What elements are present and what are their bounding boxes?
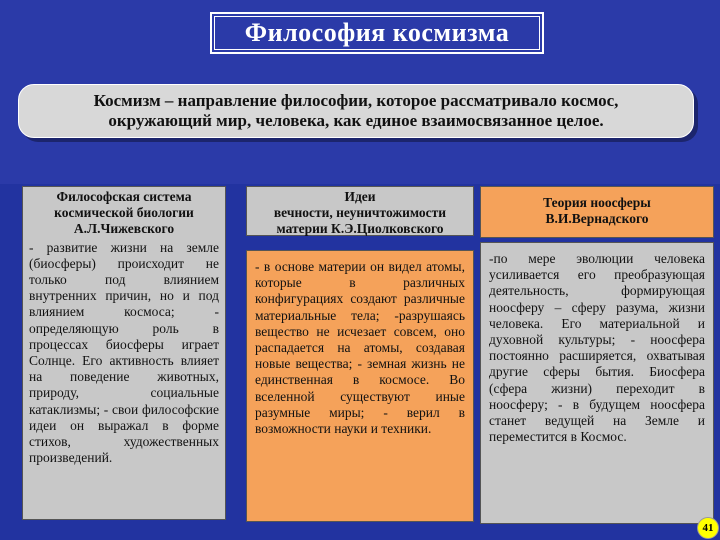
column-tsiolkovsky-body: - в основе материи он видел атомы, которые в различных конфигурациях создают различные материальные тела; -разрушаясь вещество не исчезает совсем, оно распадается на атомы, создавая новые вещества; - земная жизнь не единственная в космосе. Во вселенной существуют иные разумные миры; - верил в возможности науки и техники. [255,259,465,437]
slide-title: Философия космизма [210,12,544,54]
header-line: В.И.Вернадского [545,211,649,227]
definition-box [18,84,694,138]
header-line: А.Л.Чижевского [73,221,175,237]
header-line: Идеи [344,189,376,204]
page-number-badge: 41 [697,517,719,539]
definition-line-2: окружающий мир, человека, как единое взаимосвязанное целое. [108,111,604,130]
column-tsiolkovsky-header-box [246,186,474,236]
definition-line-1: Космизм – направление философии, которое рассматривало космос, [93,91,619,110]
column-vernadsky-header [489,195,705,227]
header-line: материи К.Э.Циолковского [276,221,444,237]
column-tsiolkovsky-body-box [246,250,474,522]
column-tsiolkovsky-header [255,189,465,238]
column-chizhevsky-body: - развитие жизни на земле (биосферы) происходит не только под влиянием внутренних причин, но и под влиянием космоса; - определяющую роль в процессах биосферы играет Солнце. Его активность влияет на поведение животных, природу, социальные катаклизмы; - свои философские идеи он выражал в форме стихов, художественных произведений. [29,239,219,466]
column-vernadsky-header-box [480,186,714,238]
header-line: вечности, неуничтожимости [273,205,447,221]
column-vernadsky-body: -по мере эволюции человека усиливается его преобразующая деятельность, формирующая ноосферу – сферу разума, жизни человека. Его материальной и духовной культуры; - ноосфера постоянно расширяется, охватывая другие сферы бытия. Биосфера (сфера жизни) переходит в ноосферу; - в будущем ноосфера станет ведущей на Земле и переместится в Космос. [489,251,705,445]
column-vernadsky-body-box [480,242,714,524]
header-line: Философская система [56,189,192,204]
header-line: Теория ноосферы [543,195,651,210]
column-chizhevsky-header [29,189,219,238]
column-chizhevsky [22,186,226,520]
header-line: космической биологии [54,205,194,221]
